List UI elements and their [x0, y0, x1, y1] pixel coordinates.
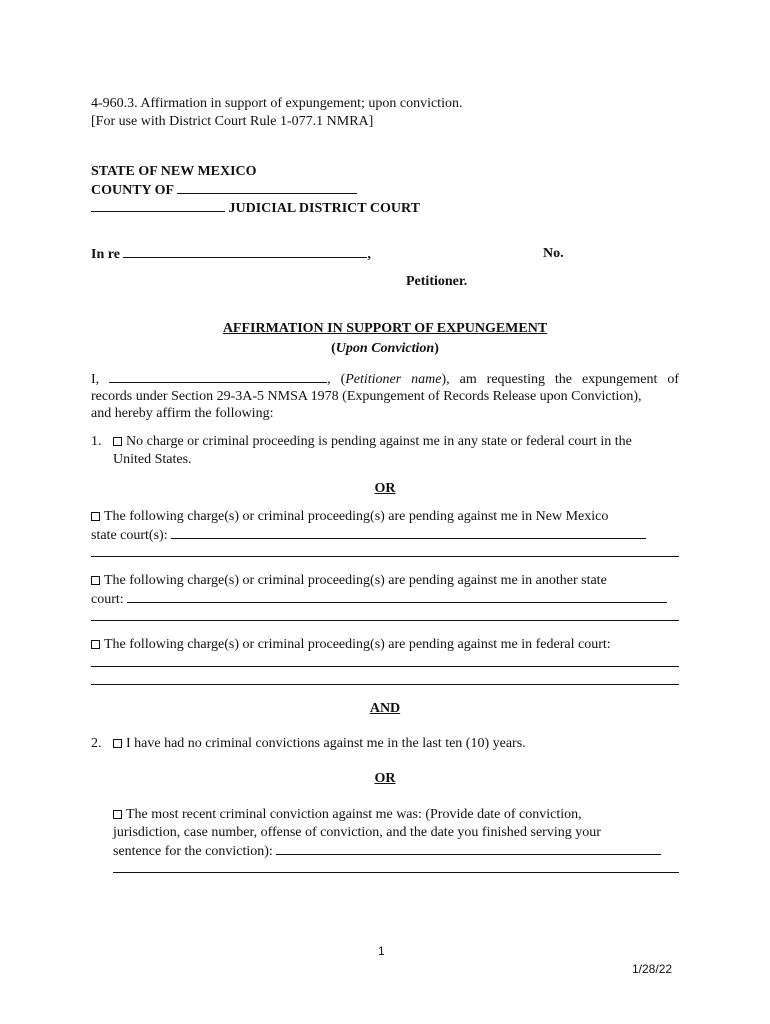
item2-number: 2. — [91, 736, 102, 751]
in-re-line — [91, 245, 371, 264]
alt-nm-line-1: The following charge(s) or criminal proceeding(s) are pending against me in New Mexico — [91, 508, 608, 526]
rule-title: 4-960.3. Affirmation in support of expungement; upon conviction. — [91, 96, 463, 111]
item1-line-1: No charge or criminal proceeding is pending against me in any state or federal court in the — [113, 433, 632, 451]
in-re-field[interactable] — [123, 245, 367, 258]
recent-line-3: sentence for the conviction): — [113, 842, 661, 861]
item1-checkbox[interactable] — [113, 437, 122, 446]
revision-date: 1/28/22 — [632, 962, 673, 976]
in-re-comma: , — [367, 247, 371, 262]
alt-other-line-2: court: — [91, 590, 667, 609]
item2-line: I have had no criminal convictions against me in the last ten (10) years. — [113, 735, 526, 753]
intro-line-3: and hereby affirm the following: — [91, 406, 274, 421]
alt-nm-checkbox[interactable] — [91, 512, 100, 521]
state-heading: STATE OF NEW MEXICO — [91, 164, 257, 179]
alt-other-checkbox[interactable] — [91, 576, 100, 585]
intro-line-1: I, , (Petitioner name), am requesting the expungement of — [91, 372, 679, 387]
county-label: COUNTY OF — [91, 183, 174, 198]
form-subtitle: (Upon Conviction) — [331, 341, 439, 356]
recent-checkbox[interactable] — [113, 810, 122, 819]
form-title: AFFIRMATION IN SUPPORT OF EXPUNGEMENT — [222, 321, 548, 336]
alt-other-field[interactable] — [127, 590, 667, 603]
or-divider-2: OR — [374, 771, 396, 786]
alt-federal-blank-line-1[interactable] — [91, 666, 679, 667]
page-number: 1 — [378, 944, 385, 958]
district-label: JUDICIAL DISTRICT COURT — [228, 201, 420, 216]
alt-other-line-1: The following charge(s) or criminal proceeding(s) are pending against me in another state — [91, 572, 607, 590]
alt-nm-field[interactable] — [171, 526, 646, 539]
in-re-label: In re — [91, 247, 120, 262]
alt-nm-line-2: state court(s): — [91, 526, 646, 545]
alt-federal-checkbox[interactable] — [91, 640, 100, 649]
item1-line-2: United States. — [113, 452, 192, 467]
item1-number: 1. — [91, 434, 102, 449]
alt-nm-blank-line[interactable] — [91, 556, 679, 557]
district-line — [91, 199, 420, 218]
alt-other-blank-line[interactable] — [91, 620, 679, 621]
recent-blank-line[interactable] — [113, 872, 679, 873]
rule-note: [For use with District Court Rule 1-077.1 NMRA] — [91, 114, 374, 129]
petitioner-label: Petitioner. — [406, 274, 468, 289]
and-divider: AND — [369, 701, 401, 716]
county-line — [91, 181, 357, 200]
recent-line-1: The most recent criminal conviction against me was: (Provide date of conviction, — [113, 806, 582, 824]
or-divider-1: OR — [374, 481, 396, 496]
alt-federal-blank-line-2[interactable] — [91, 684, 679, 685]
county-field[interactable] — [177, 181, 357, 194]
recent-field[interactable] — [276, 842, 661, 855]
case-number-label: No. — [543, 246, 564, 261]
intro-line-2: records under Section 29-3A-5 NMSA 1978 (Expungement of Records Release upon Conviction), — [91, 389, 642, 404]
recent-line-2: jurisdiction, case number, offense of conviction, and the date you finished serving your — [113, 825, 601, 840]
subtitle-text: Upon Conviction — [335, 341, 435, 356]
district-field[interactable] — [91, 199, 225, 212]
item2-checkbox[interactable] — [113, 739, 122, 748]
petitioner-name-field[interactable] — [109, 370, 327, 383]
alt-federal-line-1: The following charge(s) or criminal proceeding(s) are pending against me in federal court: — [91, 636, 611, 654]
